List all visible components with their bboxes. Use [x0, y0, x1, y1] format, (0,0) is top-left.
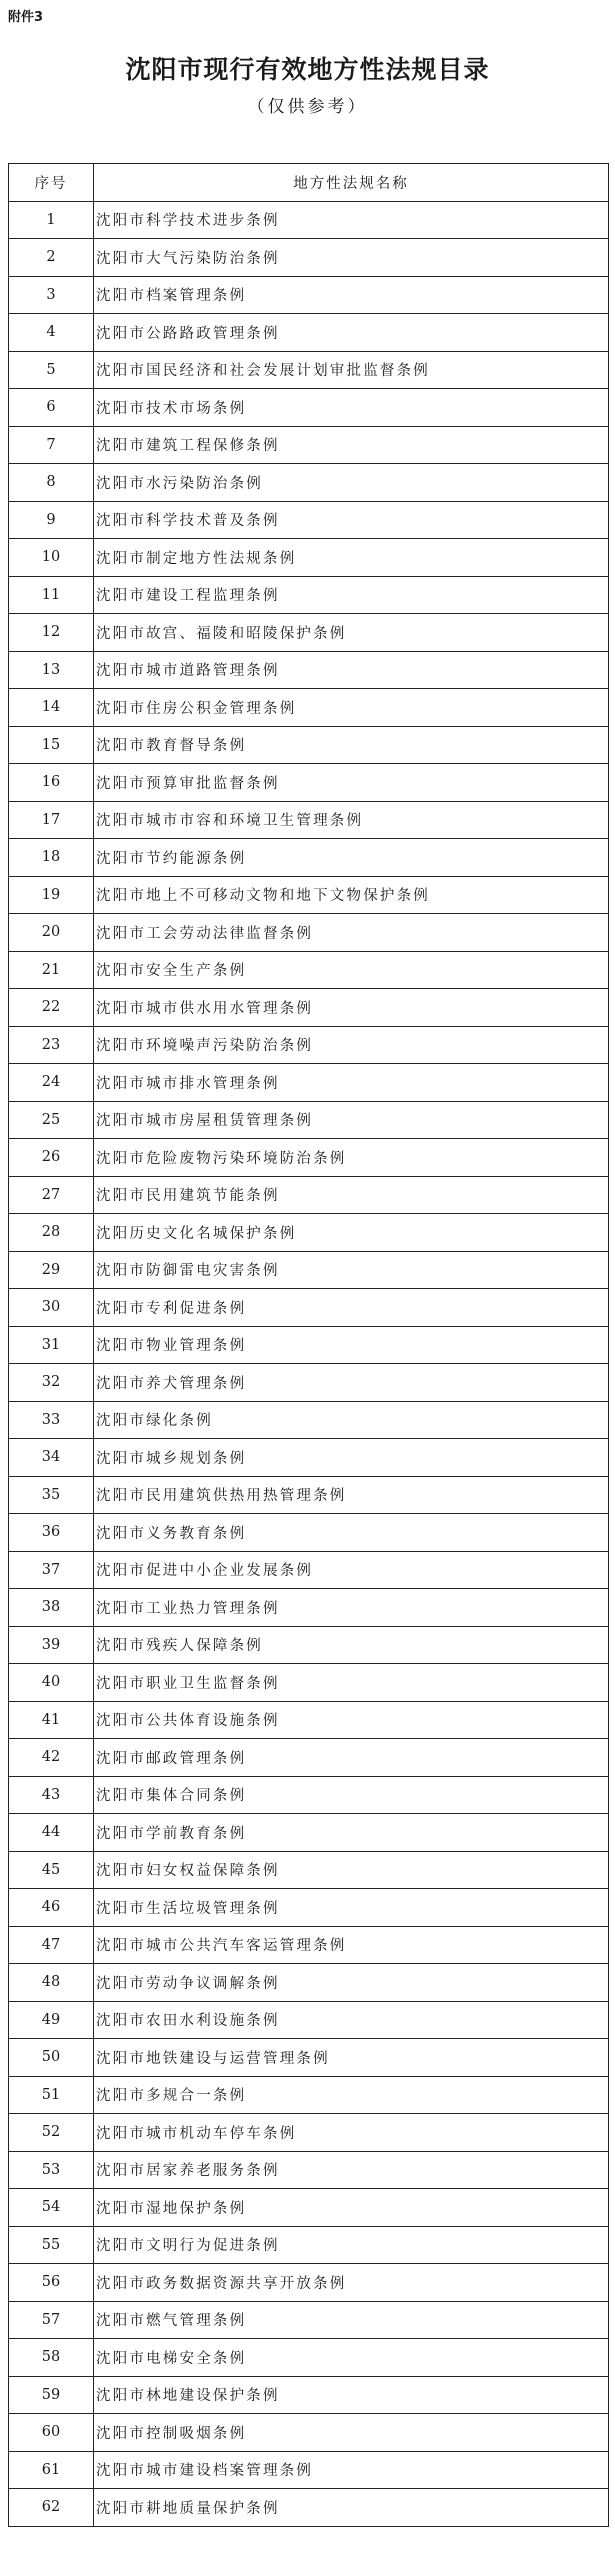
table-row [9, 1739, 609, 1777]
row-serial-number: 28 [9, 1214, 94, 1252]
row-regulation-name: 沈阳市农田水利设施条例 [94, 2001, 609, 2039]
table-row [9, 839, 609, 877]
row-regulation-name: 沈阳市劳动争议调解条例 [94, 1964, 609, 2002]
row-regulation-name: 沈阳市居家养老服务条例 [94, 2151, 609, 2189]
table-row [9, 1626, 609, 1664]
row-regulation-name: 沈阳市科学技术进步条例 [94, 201, 609, 239]
row-regulation-name: 沈阳市城市公共汽车客运管理条例 [94, 1926, 609, 1964]
table-row [9, 2001, 609, 2039]
row-regulation-name: 沈阳市档案管理条例 [94, 276, 609, 314]
attachment-label: 附件3 [8, 10, 44, 25]
table-row [9, 576, 609, 614]
table-row [9, 351, 609, 389]
table-row [9, 201, 609, 239]
row-regulation-name: 沈阳市城市排水管理条例 [94, 1064, 609, 1102]
row-regulation-name: 沈阳市节约能源条例 [94, 839, 609, 877]
table-row [9, 1139, 609, 1177]
row-regulation-name: 沈阳市政务数据资源共享开放条例 [94, 2264, 609, 2302]
table-row [9, 764, 609, 802]
row-serial-number: 36 [9, 1514, 94, 1552]
row-serial-number: 50 [9, 2039, 94, 2077]
table-row [9, 1289, 609, 1327]
row-regulation-name: 沈阳市物业管理条例 [94, 1326, 609, 1364]
row-regulation-name: 沈阳市教育督导条例 [94, 726, 609, 764]
row-serial-number: 58 [9, 2339, 94, 2377]
table-row [9, 614, 609, 652]
row-serial-number: 18 [9, 839, 94, 877]
row-regulation-name: 沈阳市公共体育设施条例 [94, 1701, 609, 1739]
table-row [9, 2414, 609, 2452]
table-row [9, 989, 609, 1027]
table-row [9, 1026, 609, 1064]
row-regulation-name: 沈阳市城市建设档案管理条例 [94, 2451, 609, 2489]
table-row [9, 1926, 609, 1964]
table-row [9, 1214, 609, 1252]
row-regulation-name: 沈阳市电梯安全条例 [94, 2339, 609, 2377]
row-regulation-name: 沈阳市城市供水用水管理条例 [94, 989, 609, 1027]
row-regulation-name: 沈阳市残疾人保障条例 [94, 1626, 609, 1664]
table-row [9, 1551, 609, 1589]
row-regulation-name: 沈阳市技术市场条例 [94, 389, 609, 427]
row-regulation-name: 沈阳市燃气管理条例 [94, 2301, 609, 2339]
row-serial-number: 55 [9, 2226, 94, 2264]
row-regulation-name: 沈阳市控制吸烟条例 [94, 2414, 609, 2452]
row-serial-number: 42 [9, 1739, 94, 1777]
table-row [9, 2489, 609, 2527]
row-serial-number: 60 [9, 2414, 94, 2452]
table-row [9, 389, 609, 427]
row-regulation-name: 沈阳市绿化条例 [94, 1401, 609, 1439]
row-serial-number: 23 [9, 1026, 94, 1064]
row-regulation-name: 沈阳市科学技术普及条例 [94, 501, 609, 539]
table-row [9, 426, 609, 464]
row-serial-number: 3 [9, 276, 94, 314]
table-row [9, 2376, 609, 2414]
table-row [9, 2151, 609, 2189]
table-row [9, 876, 609, 914]
row-serial-number: 20 [9, 914, 94, 952]
table-row [9, 2114, 609, 2152]
row-serial-number: 62 [9, 2489, 94, 2527]
row-serial-number: 8 [9, 464, 94, 502]
row-serial-number: 51 [9, 2076, 94, 2114]
table-row [9, 2189, 609, 2227]
row-serial-number: 52 [9, 2114, 94, 2152]
table-row [9, 1964, 609, 2002]
table-row [9, 1851, 609, 1889]
row-regulation-name: 沈阳市妇女权益保障条例 [94, 1851, 609, 1889]
row-serial-number: 37 [9, 1551, 94, 1589]
table-row [9, 951, 609, 989]
table-row [9, 1814, 609, 1852]
row-serial-number: 38 [9, 1589, 94, 1627]
row-regulation-name: 沈阳市预算审批监督条例 [94, 764, 609, 802]
row-regulation-name: 沈阳市城市市容和环境卫生管理条例 [94, 801, 609, 839]
row-serial-number: 35 [9, 1476, 94, 1514]
table-row [9, 1589, 609, 1627]
row-serial-number: 61 [9, 2451, 94, 2489]
table-row [9, 1476, 609, 1514]
row-regulation-name: 沈阳市制定地方性法规条例 [94, 539, 609, 577]
table-row [9, 1701, 609, 1739]
row-serial-number: 6 [9, 389, 94, 427]
row-regulation-name: 沈阳市城乡规划条例 [94, 1439, 609, 1477]
row-serial-number: 22 [9, 989, 94, 1027]
table-row [9, 276, 609, 314]
row-regulation-name: 沈阳市安全生产条例 [94, 951, 609, 989]
table-row [9, 651, 609, 689]
row-regulation-name: 沈阳市防御雷电灾害条例 [94, 1251, 609, 1289]
row-regulation-name: 沈阳市促进中小企业发展条例 [94, 1551, 609, 1589]
table-row [9, 914, 609, 952]
row-regulation-name: 沈阳市故宫、福陵和昭陵保护条例 [94, 614, 609, 652]
table-row [9, 801, 609, 839]
row-serial-number: 9 [9, 501, 94, 539]
table-row [9, 539, 609, 577]
row-regulation-name: 沈阳市国民经济和社会发展计划审批监督条例 [94, 351, 609, 389]
row-serial-number: 48 [9, 1964, 94, 2002]
row-regulation-name: 沈阳市民用建筑节能条例 [94, 1176, 609, 1214]
row-serial-number: 13 [9, 651, 94, 689]
row-serial-number: 33 [9, 1401, 94, 1439]
row-serial-number: 45 [9, 1851, 94, 1889]
table-row [9, 2264, 609, 2302]
row-serial-number: 15 [9, 726, 94, 764]
page-title: 沈阳市现行有效地方性法规目录 [125, 55, 490, 84]
table-row [9, 501, 609, 539]
row-serial-number: 19 [9, 876, 94, 914]
row-regulation-name: 沈阳市地铁建设与运营管理条例 [94, 2039, 609, 2077]
row-serial-number: 1 [9, 201, 94, 239]
row-serial-number: 41 [9, 1701, 94, 1739]
table-row [9, 1101, 609, 1139]
table-row [9, 1064, 609, 1102]
table-row [9, 239, 609, 277]
row-serial-number: 7 [9, 426, 94, 464]
row-regulation-name: 沈阳市城市道路管理条例 [94, 651, 609, 689]
row-serial-number: 44 [9, 1814, 94, 1852]
row-regulation-name: 沈阳市水污染防治条例 [94, 464, 609, 502]
row-regulation-name: 沈阳市义务教育条例 [94, 1514, 609, 1552]
row-regulation-name: 沈阳市林地建设保护条例 [94, 2376, 609, 2414]
table-row [9, 2451, 609, 2489]
row-serial-number: 56 [9, 2264, 94, 2302]
row-regulation-name: 沈阳市养犬管理条例 [94, 1364, 609, 1402]
row-serial-number: 57 [9, 2301, 94, 2339]
row-regulation-name: 沈阳市生活垃圾管理条例 [94, 1889, 609, 1927]
table-row [9, 2039, 609, 2077]
row-serial-number: 53 [9, 2151, 94, 2189]
row-regulation-name: 沈阳市大气污染防治条例 [94, 239, 609, 277]
row-serial-number: 4 [9, 314, 94, 352]
row-regulation-name: 沈阳市湿地保护条例 [94, 2189, 609, 2227]
table-body [9, 201, 609, 2526]
row-serial-number: 40 [9, 1664, 94, 1702]
row-regulation-name: 沈阳市专利促进条例 [94, 1289, 609, 1327]
row-regulation-name: 沈阳市地上不可移动文物和地下文物保护条例 [94, 876, 609, 914]
table-row [9, 1889, 609, 1927]
row-serial-number: 39 [9, 1626, 94, 1664]
row-regulation-name: 沈阳市住房公积金管理条例 [94, 689, 609, 727]
table-row [9, 1401, 609, 1439]
row-serial-number: 26 [9, 1139, 94, 1177]
table-row [9, 1176, 609, 1214]
table-row [9, 1664, 609, 1702]
row-regulation-name: 沈阳历史文化名城保护条例 [94, 1214, 609, 1252]
row-serial-number: 10 [9, 539, 94, 577]
table-row [9, 2301, 609, 2339]
row-serial-number: 12 [9, 614, 94, 652]
regulations-table [8, 163, 609, 2527]
header-regulation-name: 地方性法规名称 [94, 164, 609, 202]
row-serial-number: 54 [9, 2189, 94, 2227]
row-regulation-name: 沈阳市建筑工程保修条例 [94, 426, 609, 464]
row-serial-number: 17 [9, 801, 94, 839]
page-subtitle: （仅供参考） [247, 97, 368, 117]
table-row [9, 726, 609, 764]
row-regulation-name: 沈阳市学前教育条例 [94, 1814, 609, 1852]
table-row [9, 1251, 609, 1289]
table-row [9, 1326, 609, 1364]
table-row [9, 464, 609, 502]
row-serial-number: 29 [9, 1251, 94, 1289]
row-serial-number: 59 [9, 2376, 94, 2414]
row-serial-number: 14 [9, 689, 94, 727]
row-serial-number: 11 [9, 576, 94, 614]
row-regulation-name: 沈阳市民用建筑供热用热管理条例 [94, 1476, 609, 1514]
row-serial-number: 24 [9, 1064, 94, 1102]
row-regulation-name: 沈阳市耕地质量保护条例 [94, 2489, 609, 2527]
table-header-row [9, 164, 609, 202]
table-row [9, 1364, 609, 1402]
table-row [9, 2339, 609, 2377]
row-regulation-name: 沈阳市工业热力管理条例 [94, 1589, 609, 1627]
row-regulation-name: 沈阳市环境噪声污染防治条例 [94, 1026, 609, 1064]
row-serial-number: 32 [9, 1364, 94, 1402]
table-row [9, 1776, 609, 1814]
row-regulation-name: 沈阳市多规合一条例 [94, 2076, 609, 2114]
row-serial-number: 49 [9, 2001, 94, 2039]
row-regulation-name: 沈阳市文明行为促进条例 [94, 2226, 609, 2264]
row-regulation-name: 沈阳市城市房屋租赁管理条例 [94, 1101, 609, 1139]
row-serial-number: 47 [9, 1926, 94, 1964]
row-regulation-name: 沈阳市集体合同条例 [94, 1776, 609, 1814]
row-serial-number: 46 [9, 1889, 94, 1927]
row-serial-number: 34 [9, 1439, 94, 1477]
row-regulation-name: 沈阳市邮政管理条例 [94, 1739, 609, 1777]
header-serial-number: 序号 [9, 164, 94, 202]
row-serial-number: 2 [9, 239, 94, 277]
row-serial-number: 16 [9, 764, 94, 802]
row-serial-number: 43 [9, 1776, 94, 1814]
row-serial-number: 27 [9, 1176, 94, 1214]
table-row [9, 1514, 609, 1552]
row-serial-number: 21 [9, 951, 94, 989]
row-regulation-name: 沈阳市职业卫生监督条例 [94, 1664, 609, 1702]
table-row [9, 314, 609, 352]
table-row [9, 689, 609, 727]
row-serial-number: 31 [9, 1326, 94, 1364]
table-row [9, 2076, 609, 2114]
row-regulation-name: 沈阳市城市机动车停车条例 [94, 2114, 609, 2152]
row-regulation-name: 沈阳市建设工程监理条例 [94, 576, 609, 614]
row-regulation-name: 沈阳市危险废物污染环境防治条例 [94, 1139, 609, 1177]
row-regulation-name: 沈阳市工会劳动法律监督条例 [94, 914, 609, 952]
row-serial-number: 5 [9, 351, 94, 389]
table-row [9, 1439, 609, 1477]
row-serial-number: 25 [9, 1101, 94, 1139]
row-serial-number: 30 [9, 1289, 94, 1327]
row-regulation-name: 沈阳市公路路政管理条例 [94, 314, 609, 352]
table-row [9, 2226, 609, 2264]
